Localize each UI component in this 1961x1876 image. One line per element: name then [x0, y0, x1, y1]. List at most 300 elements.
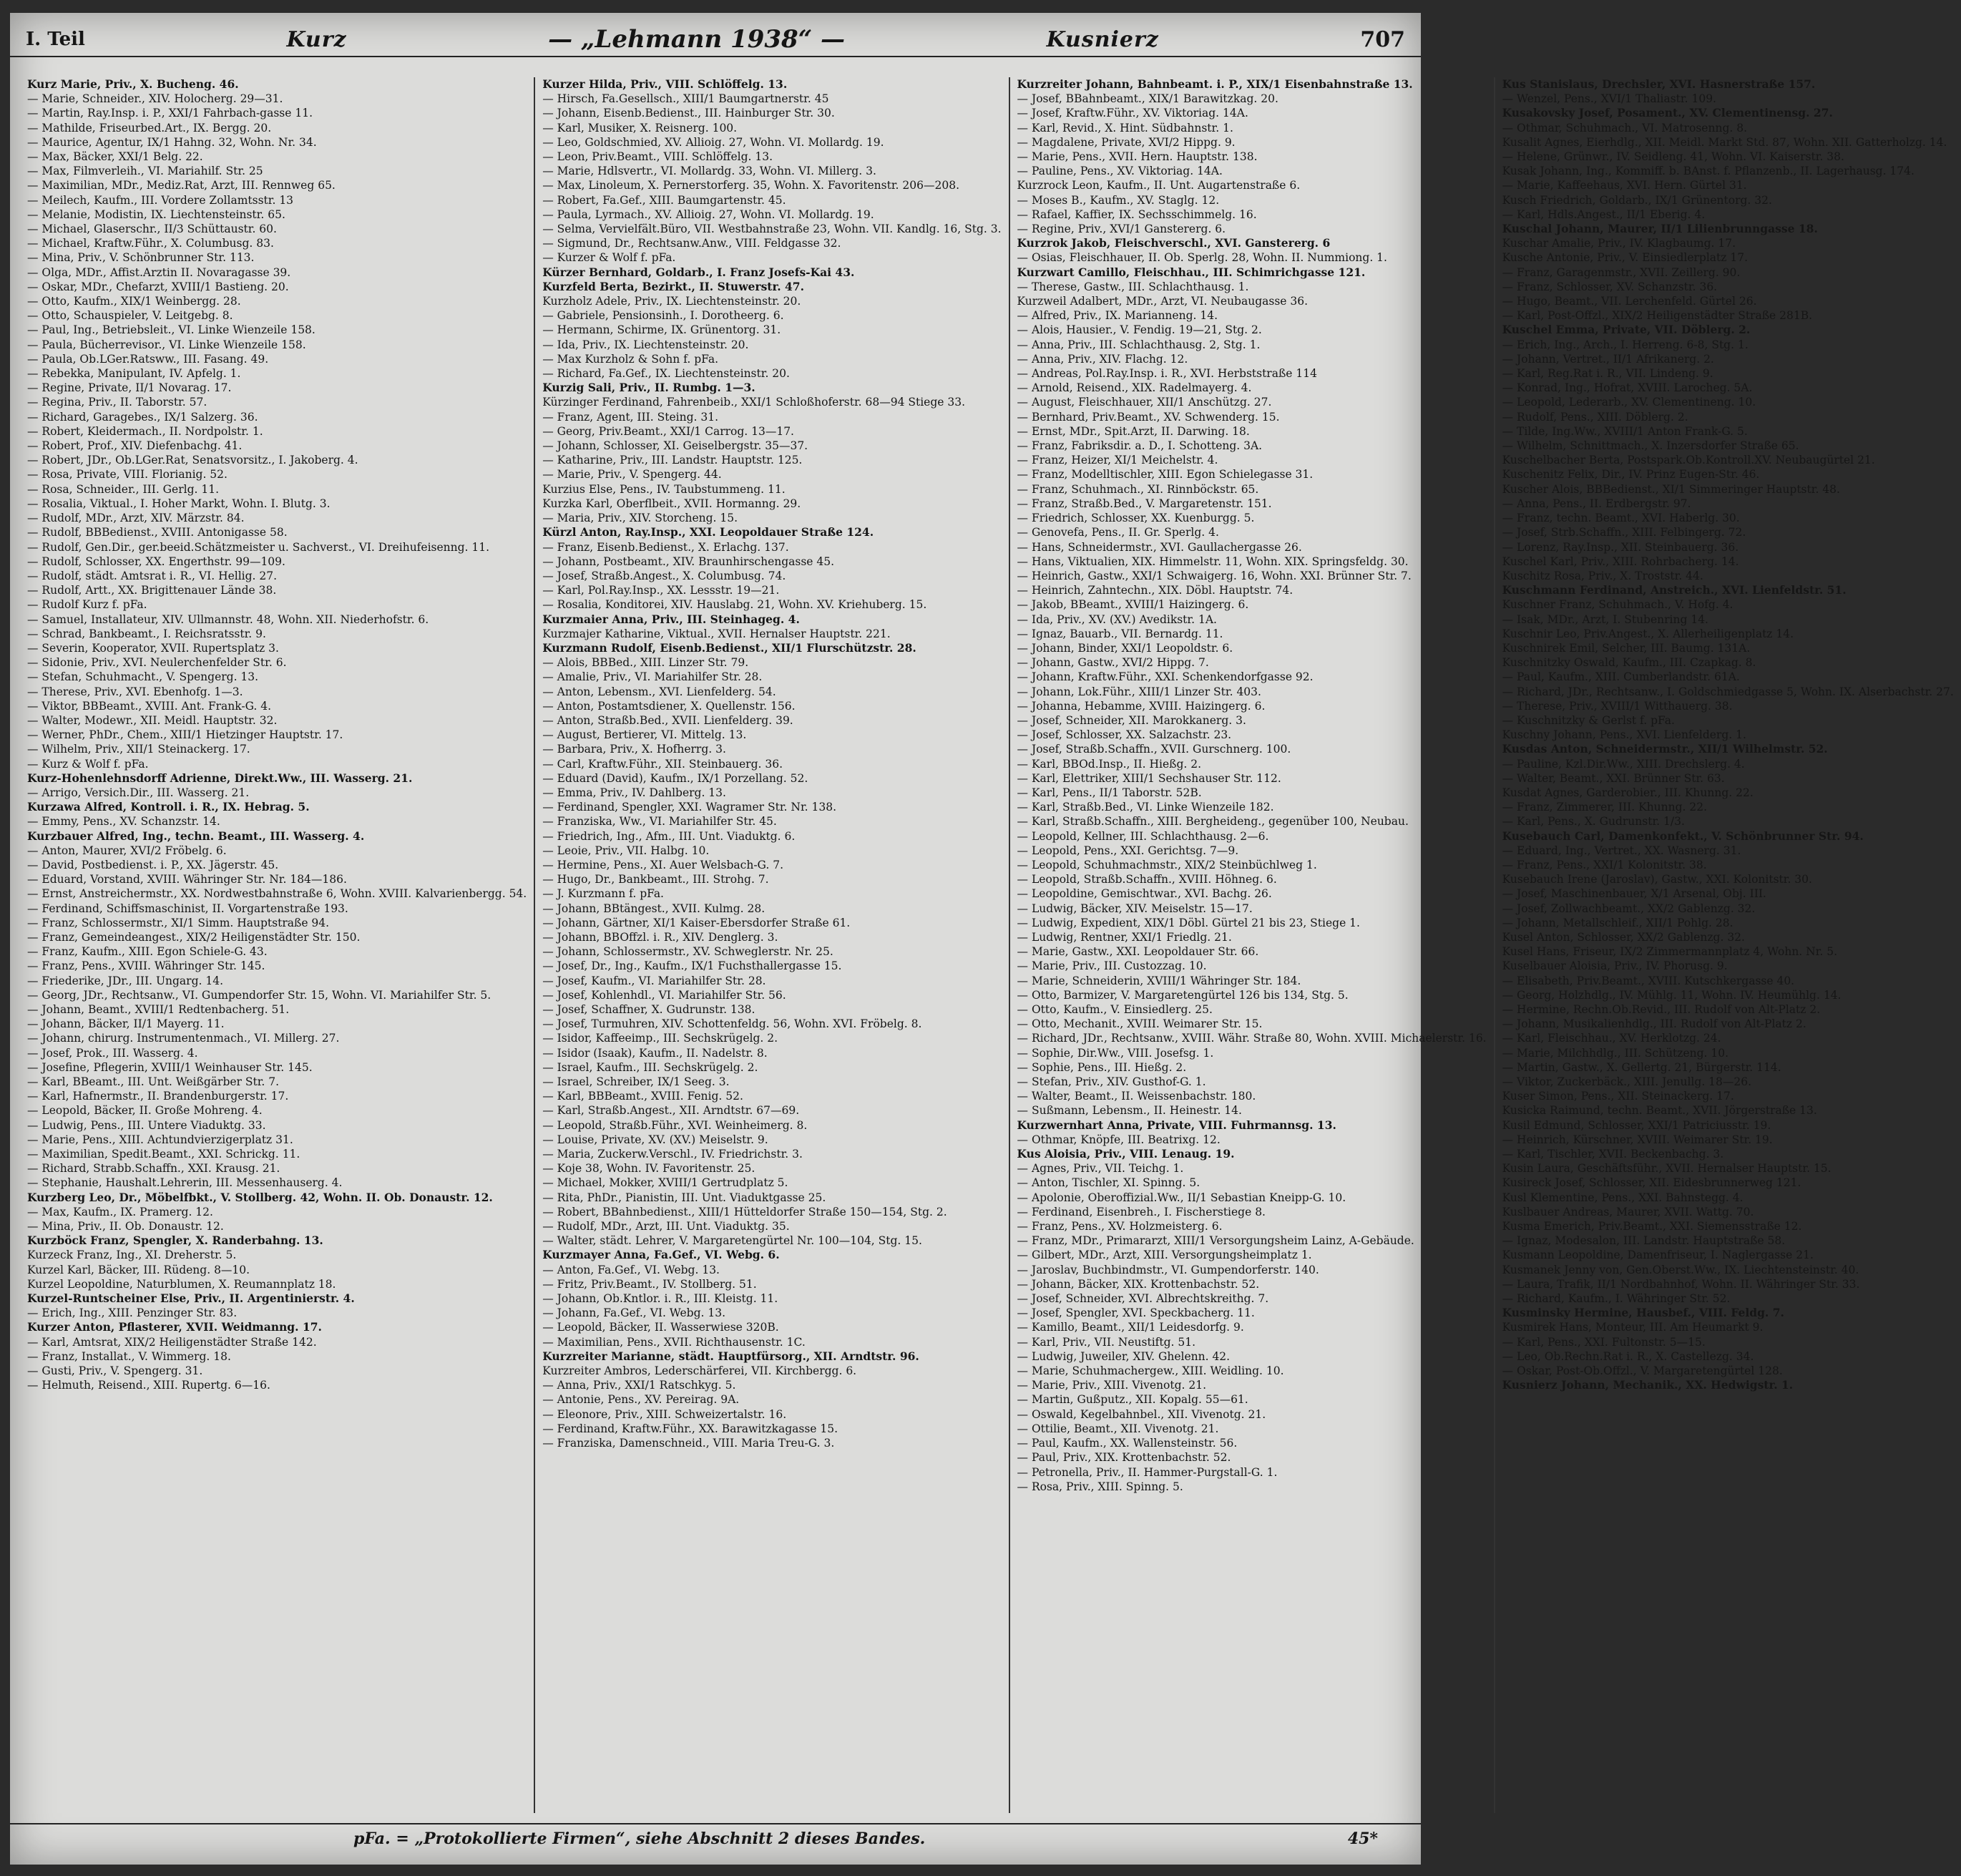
directory-entry: — Heinrich, Gastw., XXI/1 Schwaigerg. 16, Wohn. XXI. Brünner Str. 7.	[1017, 569, 1412, 582]
directory-entry: — Rosa, Schneider., III. Gerlg. 11.	[27, 482, 220, 496]
directory-entry: — Ferdinand, Spengler, XXI. Wagramer Str. Nr. 138.	[542, 801, 837, 814]
directory-entry: — Franz, Schlossermstr., XI/1 Simm. Hauptstraße 94.	[27, 916, 330, 929]
directory-entry: — Walter, Beamt., II. Weissenbachstr. 180.	[1017, 1090, 1256, 1103]
directory-entry: — Franz, Pens., XXI/1 Kolonitstr. 38.	[1502, 858, 1707, 871]
directory-entry: — Carl, Kraftw.Führ., XII. Steinbauerg. 36.	[542, 757, 783, 771]
directory-entry: — Johann, Postbeamt., XIV. Braunhirschengasse 45.	[542, 555, 835, 568]
directory-entry: — Georg, JDr., Rechtsanw., VI. Gumpendorfer Str. 15, Wohn. VI. Mariahilfer Str. 5.	[27, 988, 492, 1002]
directory-entry: — Kurzer & Wolf f. pFa.	[542, 251, 676, 265]
directory-entry: — Hugo, Dr., Bankbeamt., III. Strohg. 7.	[542, 873, 769, 886]
directory-entry: Kuschnitzky Oswald, Kaufm., III. Czapkag. 8.	[1502, 656, 1756, 670]
directory-entry: — Max Kurzholz & Sohn f. pFa.	[542, 352, 719, 366]
directory-entry: — Johanna, Hebamme, XVIII. Haizingerg. 6.	[1017, 699, 1266, 713]
directory-entry: — Karl, Priv., VII. Neustiftg. 51.	[1017, 1335, 1196, 1349]
directory-entry: — Josef, Kohlenhdl., VI. Mariahilfer Str. 56.	[542, 988, 786, 1002]
directory-entry: — Marie, Schneider., XIV. Holocherg. 29—31.	[27, 92, 283, 106]
directory-entry: — Paul, Priv., XIX. Krottenbachstr. 52.	[1017, 1451, 1231, 1465]
directory-entry: — Friedrich, Ing., Afm., III. Unt. Viaduktg. 6.	[542, 829, 796, 843]
directory-entry: — Max, Linoleum, X. Pernerstorferg. 35, Wohn. X. Favoritenstr. 206—208.	[542, 179, 960, 192]
directory-entry: Kusak Johann, Ing., Kommiff. b. BAnst. f. Pflanzenb., II. Lagerhausg. 174.	[1502, 165, 1914, 178]
directory-entry: — Richard, JDr., Rechtsanw., I. Goldschmiedgasse 5, Wohn. IX. Alserbachstr. 27.	[1502, 685, 1954, 698]
directory-entry: — Josef, Kraftw.Führ., XV. Viktoriag. 14A.	[1017, 107, 1248, 120]
directory-entry: — Leo, Goldschmied, XV. Allioig. 27, Wohn. VI. Mollardg. 19.	[542, 135, 884, 149]
directory-column-4	[1495, 77, 1961, 1813]
directory-entry: — Josef, Straßb.Schaffn., XVII. Gurschnerg. 100.	[1017, 743, 1291, 756]
directory-entry: — Therese, Gastw., III. Schlachthausg. 1.	[1017, 280, 1249, 293]
directory-entry: Kurzböck Franz, Spengler, X. Randerbahng. 13.	[27, 1233, 323, 1248]
directory-entry: — Leopoldine, Gemischtwar., XVI. Bachg. 26.	[1017, 887, 1272, 901]
directory-entry: — Johann, BBOffzl. i. R., XIV. Denglerg. 3.	[542, 930, 778, 944]
directory-entry: — August, Fleischhauer, XII/1 Anschützg. 27.	[1017, 396, 1272, 409]
directory-entry: — Leoie, Priv., VII. Halbg. 10.	[542, 844, 710, 857]
directory-entry: — Selma, Vervielfält.Büro, VII. Westbahnstraße 23, Wohn. VII. Kandlg. 16, Stg. 3.	[542, 223, 1002, 236]
directory-entry: — Karl, Musiker, X. Reisnerg. 100.	[542, 121, 738, 135]
directory-entry: — Magdalene, Private, XVI/2 Hippg. 9.	[1017, 135, 1236, 149]
directory-entry: Kuschnir Leo, Priv.Angest., X. Allerheiligenplatz 14.	[1502, 627, 1794, 640]
directory-entry: — Marie, Priv., XIII. Vivenotg. 21.	[1017, 1379, 1207, 1392]
directory-entry: — Hans, Schneidermstr., XVI. Gaullachergasse 26.	[1017, 540, 1302, 554]
directory-entry: — Gilbert, MDr., Arzt, XIII. Versorgungsheimplatz 1.	[1017, 1249, 1312, 1262]
directory-entry: — Marie, Milchhdlg., III. Schützeng. 10.	[1502, 1046, 1729, 1060]
directory-entry: — Michael, Kraftw.Führ., X. Columbusg. 83.	[27, 237, 274, 250]
directory-entry: — Josef, Schneider, XVI. Albrechtskreithg. 7.	[1017, 1292, 1269, 1306]
page-header	[10, 23, 1421, 57]
directory-entry: — Paul, Kaufm., XIII. Cumberlandstr. 61A.	[1502, 670, 1740, 684]
directory-entry: — Viktor, BBBeamt., XVIII. Ant. Frank-G. 4.	[27, 699, 272, 713]
directory-entry: — Othmar, Knöpfe, III. Beatrixg. 12.	[1017, 1133, 1221, 1146]
directory-entry: — Leopold, Schuhmachmstr., XIX/2 Steinbüchlweg 1.	[1017, 858, 1317, 871]
directory-entry: — Barbara, Priv., X. Hofherrg. 3.	[542, 743, 726, 756]
directory-entry: — Johann, Schlosser, XI. Geiselbergstr. 35—37.	[542, 439, 808, 453]
directory-entry: — Martin, Gußputz., XII. Kopalg. 55—61.	[1017, 1393, 1248, 1407]
page-number: 707	[1360, 26, 1405, 52]
directory-entry: — Eleonore, Priv., XIII. Schweizertalstr. 16.	[542, 1407, 787, 1421]
directory-entry: — Robert, JDr., Ob.LGer.Rat, Senatsvorsitz., I. Jakoberg. 4.	[27, 454, 358, 467]
directory-entry: — Oskar, Post-Ob.Offzl., V. Margaretengürtel 128.	[1502, 1364, 1783, 1378]
directory-entry: — Ferdinand, Eisenbreh., I. Fischerstiege 8.	[1017, 1205, 1266, 1218]
directory-entry: — Karl, Amtsrat, XIX/2 Heiligenstädter Straße 142.	[27, 1335, 317, 1349]
directory-entry: — Karl, Elettriker, XIII/1 Sechshauser Str. 112.	[1017, 771, 1281, 785]
directory-entry: — Michael, Mokker, XVIII/1 Gertrudplatz 5.	[542, 1176, 788, 1190]
directory-entry: — Leopold, Bäcker, II. Große Mohreng. 4.	[27, 1104, 263, 1118]
directory-entry: — Anna, Pens., II. Erdbergstr. 97.	[1502, 497, 1691, 510]
directory-entry: — Israel, Schreiber, IX/1 Seeg. 3.	[542, 1075, 730, 1089]
directory-entry: — Alfred, Priv., IX. Marianneng. 14.	[1017, 309, 1218, 323]
directory-entry: — Helmuth, Reisend., XIII. Rupertg. 6—16.	[27, 1379, 270, 1392]
directory-entry: Kurzweil Adalbert, MDr., Arzt, VI. Neubaugasse 36.	[1017, 295, 1309, 308]
directory-entry: — Rita, PhDr., Pianistin, III. Unt. Viaduktgasse 25.	[542, 1191, 826, 1204]
directory-entry: — Paul, Kaufm., XX. Wallensteinstr. 56.	[1017, 1437, 1238, 1450]
directory-entry: — Richard, Fa.Gef., IX. Liechtensteinstr. 20.	[542, 367, 790, 381]
directory-entry: — Karl, Straßb.Schaffn., XIII. Bergheideng., gegenüber 100, Neubau.	[1017, 815, 1409, 829]
directory-entry: Kusireck Josef, Schlosser, XII. Eidesbrunnerweg 121.	[1502, 1176, 1801, 1190]
directory-entry: — Paul, Ing., Betriebsleit., VI. Linke Wienzeile 158.	[27, 323, 316, 337]
directory-entry: Kuschel Karl, Priv., XIII. Rohrbacherg. 14.	[1502, 555, 1739, 568]
directory-entry: — Paula, Lyrmach., XV. Allioig. 27, Wohn. VI. Mollardg. 19.	[542, 207, 874, 221]
directory-entry: Kurzreiter Ambros, Lederschärferei, VII. Kirchbergg. 6.	[542, 1364, 857, 1378]
directory-entry: — Leopold, Kellner, III. Schlachthausg. 2—6.	[1017, 829, 1269, 843]
directory-entry: — Otto, Barmizer, V. Margaretengürtel 126 bis 134, Stg. 5.	[1017, 988, 1349, 1002]
directory-entry: — Johann, Eisenb.Bedienst., III. Hainburger Str. 30.	[542, 107, 835, 120]
directory-entry: — Maximilian, Pens., XVII. Richthausenstr. 1C.	[542, 1335, 806, 1349]
directory-entry: — Wenzel, Pens., XVI/1 Thaliastr. 109.	[1502, 92, 1716, 106]
directory-entry: — Olga, MDr., Affist.Arztin II. Novaragasse 39.	[27, 265, 291, 279]
directory-entry: — Johann, Musikalienhdlg., III. Rudolf von Alt-Platz 2.	[1502, 1017, 1806, 1031]
directory-entry: Kuschal Johann, Maurer, II/1 Lilienbrunngasse 18.	[1502, 222, 1818, 236]
directory-entry: — Karl, Straßb.Angest., XII. Arndtstr. 67—69.	[542, 1104, 800, 1118]
directory-entry: Kurzberg Leo, Dr., Möbelfbkt., V. Stollberg. 42, Wohn. II. Ob. Donaustr. 12.	[27, 1190, 493, 1204]
directory-entry: — Robert, BBahnbedienst., XIII/1 Hütteldorfer Straße 150—154, Stg. 2.	[542, 1205, 947, 1218]
directory-entry: — Otto, Kaufm., XIX/1 Weinbergg. 28.	[27, 295, 241, 308]
directory-entry: — Oswald, Kegelbahnbel., XII. Vivenotg. 21.	[1017, 1407, 1266, 1421]
directory-entry: Kurzel-Runtscheiner Else, Priv., II. Argentinierstr. 4.	[27, 1291, 355, 1306]
directory-entry: — Franz, Installat., V. Wimmerg. 18.	[27, 1349, 231, 1363]
directory-entry: — Anna, Priv., XXI/1 Ratschkyg. 5.	[542, 1379, 736, 1392]
directory-entry: — Katharine, Priv., III. Landstr. Hauptstr. 125.	[542, 454, 803, 467]
directory-entry: — Sidonie, Priv., XVI. Neulerchenfelder Str. 6.	[27, 656, 287, 670]
directory-entry: — Severin, Kooperator, XVII. Rupertsplatz 3.	[27, 641, 279, 655]
directory-entry: — Ignaz, Bauarb., VII. Bernardg. 11.	[1017, 627, 1223, 640]
directory-entry: — Martin, Gastw., X. Gellertg. 21, Bürgerstr. 114.	[1502, 1060, 1781, 1074]
directory-entry: — Franziska, Ww., VI. Mariahilfer Str. 45.	[542, 815, 777, 829]
directory-entry: — Leo, Ob.Rechn.Rat i. R., X. Castellezg. 34.	[1502, 1349, 1754, 1363]
directory-entry: — Regina, Priv., II. Taborstr. 57.	[27, 396, 207, 409]
directory-entry: — Johann, Schlossermstr., XV. Schweglerstr. Nr. 25.	[542, 945, 833, 959]
directory-entry: Kusin Laura, Geschäftsführ., XVII. Hernalser Hauptstr. 15.	[1502, 1162, 1832, 1176]
directory-entry: — Rudolf, Schlosser, XX. Engerthstr. 99—109.	[27, 555, 285, 568]
directory-entry: — Franz, Schlosser, XV. Schanzstr. 36.	[1502, 280, 1718, 293]
directory-entry: — Anna, Priv., III. Schlachthausg. 2, Stg. 1.	[1017, 338, 1261, 351]
directory-entry: — Josef, Straßb.Angest., X. Columbusg. 74.	[542, 569, 786, 582]
directory-entry: — Georg, Priv.Beamt., XXI/1 Carrog. 13—17.	[542, 424, 794, 438]
directory-entry: Kurzreiter Johann, Bahnbeamt. i. P., XIX/1 Eisenbahnstraße 13.	[1017, 77, 1413, 91]
directory-entry: — Otto, Kaufm., V. Einsiedlerg. 25.	[1017, 1003, 1213, 1016]
directory-entry: — Helene, Grünwr., IV. Seidleng. 41, Wohn. VI. Kaiserstr. 38.	[1502, 150, 1844, 164]
directory-entry: Kurzel Leopoldine, Naturblumen, X. Reumannplatz 18.	[27, 1277, 336, 1291]
directory-entry: — Rudolf, Gen.Dir., ger.beeid.Schätzmeister u. Sachverst., VI. Dreihufeisenng. 11.	[27, 540, 490, 554]
directory-entry: — Anton, Tischler, XI. Spinng. 5.	[1017, 1176, 1200, 1190]
directory-entry: — Hugo, Beamt., VII. Lerchenfeld. Gürtel 26.	[1502, 295, 1757, 308]
directory-entry: — Josef, Schneider, XII. Marokkanerg. 3.	[1017, 713, 1246, 727]
directory-entry: — Friederike, JDr., III. Ungarg. 14.	[27, 974, 223, 987]
directory-entry: — Franz, techn. Beamt., XVI. Haberlg. 30.	[1502, 512, 1740, 525]
directory-entry: — Franz, Eisenb.Bedienst., X. Erlachg. 137.	[542, 540, 789, 554]
keyword-left: Kurz	[286, 26, 347, 52]
directory-entry: — Josef, Strb.Schaffn., XIII. Felbingerg. 72.	[1502, 526, 1746, 539]
directory-entry: — Kamillo, Beamt., XII/1 Leidesdorfg. 9.	[1017, 1321, 1244, 1334]
directory-entry: — Ludwig, Juweiler, XIV. Ghelenn. 42.	[1017, 1349, 1231, 1363]
directory-entry: — Franz, Fabriksdir. a. D., I. Schotteng. 3A.	[1017, 439, 1263, 453]
directory-entry: — Isidor (Isaak), Kaufm., II. Nadelstr. 8.	[542, 1046, 768, 1060]
directory-entry: — Fritz, Priv.Beamt., IV. Stollberg. 51.	[542, 1277, 757, 1291]
directory-entry: — Franz, Pens., XV. Holzmeisterg. 6.	[1017, 1220, 1223, 1233]
directory-entry: — Erich, Ing., XIII. Penzinger Str. 83.	[27, 1306, 238, 1320]
directory-entry: — Hans, Viktualien, XIX. Himmelstr. 11, Wohn. XIX. Springsfeldg. 30.	[1017, 555, 1409, 568]
directory-entry: — Laura, Trafik, II/1 Nordbahnhof, Wohn. II. Währinger Str. 33.	[1502, 1277, 1860, 1291]
directory-entry: — Sophie, Pens., III. Hießg. 2.	[1017, 1060, 1187, 1074]
directory-entry: Kusnierz Johann, Mechanik., XX. Hedwigstr. 1.	[1502, 1378, 1794, 1392]
directory-entry: — Stefan, Priv., XIV. Gusthof-G. 1.	[1017, 1075, 1206, 1089]
directory-entry: — Jaroslav, Buchbindmstr., VI. Gumpendorferstr. 140.	[1017, 1263, 1319, 1276]
directory-entry: Kuschel Emma, Private, VII. Döblerg. 2.	[1502, 323, 1751, 337]
directory-entry: — Josef, Zollwachbeamt., XX/2 Gablenzg. 32.	[1502, 902, 1756, 915]
directory-entry: — Richard, Garagebes., IX/1 Salzerg. 36.	[27, 410, 258, 424]
directory-entry: — Maximilian, MDr., Mediz.Rat, Arzt, III. Rennweg 65.	[27, 179, 336, 192]
directory-entry: — Michael, Glaserschr., II/3 Schüttaustr. 60.	[27, 223, 277, 236]
directory-entry: Kusdas Anton, Schneidermstr., XII/1 Wilhelmstr. 52.	[1502, 742, 1828, 756]
directory-entry: — Franz, Kaufm., XIII. Egon Schiele-G. 43.	[27, 945, 268, 959]
directory-entry: — Johann, Bäcker, XIX. Krottenbachstr. 52.	[1017, 1277, 1260, 1291]
section-label: I. Teil	[26, 29, 85, 50]
directory-entry: — Israel, Kaufm., III. Sechskrügelg. 2.	[542, 1060, 758, 1074]
directory-entry: — Marie, Kaffeehaus, XVI. Hern. Gürtel 31.	[1502, 179, 1747, 192]
directory-entry: — Leopold, Straßb.Führ., XVI. Weinheimerg. 8.	[542, 1118, 808, 1132]
directory-entry: — Arrigo, Versich.Dir., III. Wasserg. 21.	[27, 786, 250, 799]
directory-entry: Kurzmaier Anna, Priv., III. Steinhageg. 4.	[542, 612, 800, 626]
directory-entry: Kusch Friedrich, Goldarb., IX/1 Grünentorg. 32.	[1502, 193, 1772, 207]
directory-entry: — Karl, Pens., X. Gudrunstr. 1/3.	[1502, 815, 1685, 829]
directory-entry: — Ernst, Anstreichermstr., XX. Nordwestbahnstraße 6, Wohn. XVIII. Kalvarienbergg. 54.	[27, 887, 527, 901]
directory-entry: Kurzrock Leon, Kaufm., II. Unt. Augartenstraße 6.	[1017, 179, 1301, 192]
page-footer	[10, 1823, 1421, 1853]
directory-entry: — Rudolf, städt. Amtsrat i. R., VI. Hellig. 27.	[27, 569, 278, 582]
directory-entry: — Franz, Gemeindeangest., XIX/2 Heiligenstädter Str. 150.	[27, 930, 361, 944]
directory-entry: — Johann, Kraftw.Führ., XXI. Schenkendorfgasse 92.	[1017, 670, 1314, 684]
book-title: — „Lehmann 1938“ —	[548, 25, 846, 54]
directory-entry: Kus Aloisia, Priv., VIII. Lenaug. 19.	[1017, 1147, 1235, 1161]
directory-entry: — Arnold, Reisend., XIX. Radelmayerg. 4.	[1017, 381, 1252, 395]
directory-entry: — Richard, Kaufm., I. Währinger Str. 52.	[1502, 1292, 1731, 1306]
directory-entry: Kurzmayer Anna, Fa.Gef., VI. Webg. 6.	[542, 1248, 780, 1262]
directory-entry: — Otto, Schauspieler, V. Leitgebg. 8.	[27, 309, 233, 323]
directory-entry: — Othmar, Schuhmach., VI. Matrosenng. 8.	[1502, 121, 1748, 135]
directory-entry: — Pauline, Pens., XV. Viktoriag. 14A.	[1017, 165, 1223, 178]
directory-entry: — Rosalia, Konditorei, XIV. Hauslabg. 21, Wohn. XV. Kriehuberg. 15.	[542, 598, 927, 612]
directory-entry: — Anna, Priv., XIV. Flachg. 12.	[1017, 352, 1188, 366]
directory-entry: — Ida, Priv., IX. Liechtensteinstr. 20.	[542, 338, 749, 351]
directory-entry: Kuschelbacher Berta, Postspark.Ob.Kontroll.XV. Neubaugürtel 21.	[1502, 454, 1875, 467]
directory-entry: Kurzfeld Berta, Bezirkt., II. Stuwerstr. 47.	[542, 279, 804, 293]
directory-entry: — Richard, JDr., Rechtsanw., XVIII. Währ. Straße 80, Wohn. XVIII. Michaelerstr. 16.	[1017, 1032, 1487, 1045]
directory-entry: — Josef, Kaufm., VI. Mariahilfer Str. 28.	[542, 974, 766, 987]
directory-entry: — Alois, Hausier., V. Fendig. 19—21, Stg. 2.	[1017, 323, 1262, 337]
directory-entry: — Josefine, Pflegerin, XVIII/1 Weinhauser Str. 145.	[27, 1060, 313, 1074]
directory-entry: — Pauline, Kzl.Dir.Ww., XIII. Drechslerg. 4.	[1502, 757, 1745, 771]
directory-entry: Kuselbauer Aloisia, Priv., IV. Phorusg. 9.	[1502, 959, 1728, 973]
directory-entry: — Josef, Prok., III. Wasserg. 4.	[27, 1046, 198, 1060]
directory-entry: — Apolonie, Oberoffizial.Ww., II/1 Sebastian Kneipp-G. 10.	[1017, 1191, 1346, 1204]
directory-entry: Kusma Emerich, Priv.Beamt., XXI. Siemensstraße 12.	[1502, 1220, 1802, 1233]
directory-entry: — Rudolf, Pens., XIII. Döblerg. 2.	[1502, 410, 1688, 424]
directory-entry: Kurzer Anton, Pflasterer, XVII. Weidmanng. 17.	[27, 1320, 322, 1334]
directory-entry: Kusel Hans, Friseur, IX/2 Zimmermannplatz 4, Wohn. Nr. 5.	[1502, 945, 1838, 959]
directory-entry: — Walter, Beamt., XXI. Brünner Str. 63.	[1502, 771, 1725, 785]
directory-entry: — Johann, Gärtner, XI/1 Kaiser-Ebersdorfer Straße 61.	[542, 916, 851, 929]
directory-entry: Kusche Antonie, Priv., V. Einsiedlerplatz 17.	[1502, 251, 1748, 265]
directory-entry: Kuscher Alois, BBBedienst., XI/1 Simmeringer Hauptstr. 48.	[1502, 482, 1840, 496]
directory-entry: Kusicka Raimund, techn. Beamt., XVII. Jörgerstraße 13.	[1502, 1104, 1817, 1118]
directory-entry: Kurz-Hohenlehnsdorff Adrienne, Direkt.Ww., III. Wasserg. 21.	[27, 771, 413, 785]
directory-entry: Kurzreiter Marianne, städt. Hauptfürsorg., XII. Arndtstr. 96.	[542, 1349, 919, 1363]
directory-entry: — Andreas, Pol.Ray.Insp. i. R., XVI. Herbststraße 114	[1017, 367, 1317, 381]
directory-entry: — Agnes, Priv., VII. Teichg. 1.	[1017, 1162, 1184, 1176]
directory-entry: — Emmy, Pens., XV. Schanzstr. 14.	[27, 815, 220, 829]
directory-entry: — Ida, Priv., XV. (XV.) Avedikstr. 1A.	[1017, 612, 1217, 626]
directory-entry: — Ludwig, Pens., III. Untere Viaduktg. 33.	[27, 1118, 266, 1132]
directory-entry: Kusakovsky Josef, Posament., XV. Clementinensg. 27.	[1502, 106, 1833, 120]
directory-entry: — Ferdinand, Schiffsmaschinist, II. Vorgartenstraße 193.	[27, 902, 348, 915]
directory-entry: — Anton, Fa.Gef., VI. Webg. 13.	[542, 1263, 720, 1276]
directory-entry: — Johann, Gastw., XVI/2 Hippg. 7.	[1017, 656, 1209, 670]
directory-entry: — Ludwig, Rentner, XXI/1 Friedlg. 21.	[1017, 930, 1232, 944]
directory-entry: — Hirsch, Fa.Gesellsch., XIII/1 Baumgartnerstr. 45	[542, 92, 829, 106]
directory-entry: — Josef, BBahnbeamt., XIX/1 Barawitzkag. 20.	[1017, 92, 1278, 106]
directory-entry: Kusmann Leopoldine, Damenfriseur, I. Naglergasse 21.	[1502, 1249, 1814, 1262]
directory-entry: — Maria, Priv., XIV. Storcheng. 15.	[542, 512, 738, 525]
directory-entry: — Meilech, Kaufm., III. Vordere Zollamtsstr. 13	[27, 193, 294, 207]
directory-entry: — Martin, Ray.Insp. i. P., XXI/1 Fahrbach-gasse 11.	[27, 107, 313, 120]
directory-entry: Kusmirek Hans, Monteur, III. Am Heumarkt 9.	[1502, 1321, 1764, 1334]
directory-entry: — Kurz & Wolf f. pFa.	[27, 757, 149, 771]
directory-entry: — Therese, Priv., XVIII/1 Witthauerg. 38.	[1502, 699, 1733, 713]
directory-entry: Kurzwernhart Anna, Private, VIII. Fuhrmannsg. 13.	[1017, 1118, 1336, 1132]
directory-entry: Kürzl Anton, Ray.Insp., XXI. Leopoldauer Straße 124.	[542, 525, 874, 539]
directory-entry: — Karl, BBBeamt., XVIII. Fenig. 52.	[542, 1090, 743, 1103]
directory-entry: Kurzrok Jakob, Fleischverschl., XVI. Ganstererg. 6	[1017, 236, 1331, 250]
directory-entry: — Karl, Hafnermstr., II. Brandenburgerstr. 17.	[27, 1090, 289, 1103]
directory-entry: — Wilhelm, Schnittmach., X. Inzersdorfer Straße 65.	[1502, 439, 1799, 453]
directory-entry: — Regine, Private, II/1 Novarag. 17.	[27, 381, 232, 395]
directory-entry: — Leopold, Bäcker, II. Wasserwiese 320B.	[542, 1321, 779, 1334]
directory-entry: — Antonie, Pens., XV. Pereirag. 9A.	[542, 1393, 740, 1407]
directory-entry: — J. Kurzmann f. pFa.	[542, 887, 664, 901]
directory-entry: Kurzbauer Alfred, Ing., techn. Beamt., III. Wasserg. 4.	[27, 829, 365, 843]
directory-entry: Kurzius Else, Pens., IV. Taubstummeng. 11.	[542, 482, 786, 496]
directory-entry: — Max, Filmverleih., VI. Mariahilf. Str. 25	[27, 165, 263, 178]
directory-entry: — Ernst, MDr., Spit.Arzt, II. Darwing. 18.	[1017, 424, 1250, 438]
directory-entry: — Heinrich, Zahntechn., XIX. Döbl. Hauptstr. 74.	[1017, 584, 1294, 597]
directory-entry: — Max, Kaufm., IX. Pramerg. 12.	[27, 1205, 213, 1218]
directory-entry: — Sußmann, Lebensm., II. Heinestr. 14.	[1017, 1104, 1242, 1118]
directory-entry: — Rudolf, BBBedienst., XVIII. Antonigasse 58.	[27, 526, 288, 539]
directory-entry: — Rosalia, Viktual., I. Hoher Markt, Wohn. I. Blutg. 3.	[27, 497, 331, 510]
directory-entry: — Maurice, Agentur, IX/1 Hahng. 32, Wohn. Nr. 34.	[27, 135, 317, 149]
directory-entry: — Johann, chirurg. Instrumentenmach., VI. Millerg. 27.	[27, 1032, 340, 1045]
directory-entry: — Maria, Zuckerw.Verschl., IV. Friedrichstr. 3.	[542, 1148, 803, 1161]
directory-entry: — Max, Bäcker, XXI/1 Belg. 22.	[27, 150, 203, 164]
directory-entry: — Karl, Pens., XXI. Fultonstr. 5—15.	[1502, 1335, 1706, 1349]
directory-entry: Kusalit Agnes, Eierhdlg., XII. Meidl. Markt Std. 87, Wohn. XII. Gatterholzg. 14.	[1502, 135, 1947, 149]
directory-entry: — Karl, Reg.Rat i. R., VII. Lindeng. 9.	[1502, 367, 1713, 381]
directory-entry: — Ottilie, Beamt., XII. Vivenotg. 21.	[1017, 1422, 1219, 1435]
directory-entry: Kurzeck Franz, Ing., XI. Dreherstr. 5.	[27, 1249, 237, 1262]
directory-entry: — Werner, PhDr., Chem., XIII/1 Hietzinger Hauptstr. 17.	[27, 728, 343, 742]
directory-entry: Kuschar Amalie, Priv., IV. Klagbaumg. 17.	[1502, 237, 1736, 250]
directory-column-3	[1010, 77, 1495, 1813]
directory-entry: — Josef, Spengler, XVI. Speckbacherg. 11.	[1017, 1306, 1255, 1320]
directory-entry: — Josef, Schaffner, X. Gudrunstr. 138.	[542, 1003, 755, 1016]
directory-entry: — Koje 38, Wohn. IV. Favoritenstr. 25.	[542, 1162, 755, 1176]
directory-entry: — Ludwig, Bäcker, XIV. Meiselstr. 15—17.	[1017, 902, 1253, 915]
directory-entry: — Schrad, Bankbeamt., I. Reichsratsstr. 9.	[27, 627, 266, 640]
directory-entry: — Walter, Modewr., XII. Meidl. Hauptstr. 32.	[27, 713, 278, 727]
directory-entry: — Melanie, Modistin, IX. Liechtensteinstr. 65.	[27, 207, 285, 221]
directory-entry: — Georg, Holzhdlg., IV. Mühlg. 11, Wohn. IV. Heumühlg. 14.	[1502, 988, 1842, 1002]
directory-entry: — Johann, Ob.Kntlor. i. R., III. Kleistg. 11.	[542, 1292, 778, 1306]
directory-entry: — Josef, Dr., Ing., Kaufm., IX/1 Fuchsthallergasse 15.	[542, 959, 842, 973]
directory-entry: Kus Stanislaus, Drechsler, XVI. Hasnerstraße 157.	[1502, 77, 1816, 91]
directory-entry: — Johann, Fa.Gef., VI. Webg. 13.	[542, 1306, 725, 1320]
directory-entry: — Isidor, Kaffeeimp., III. Sechskrügelg. 2.	[542, 1032, 778, 1045]
directory-entry: Kurzmajer Katharine, Viktual., XVII. Hernalser Hauptstr. 221.	[542, 627, 891, 640]
directory-entry: — Karl, Fleischhau., XV. Herklotzg. 24.	[1502, 1032, 1721, 1045]
directory-entry: — Franz, Modelltischler, XIII. Egon Schielegasse 31.	[1017, 468, 1314, 482]
directory-entry: Kusebauch Carl, Damenkonfekt., V. Schönbrunner Str. 94.	[1502, 829, 1864, 843]
directory-page	[10, 13, 1954, 1865]
directory-entry: — Stephanie, Haushalt.Lehrerin, III. Messenhauserg. 4.	[27, 1176, 343, 1190]
directory-entry: — Anton, Lebensm., XVI. Lienfelderg. 54.	[542, 685, 776, 698]
directory-entry: — Johann, Metallschleif., XII/1 Pohlg. 28.	[1502, 916, 1733, 929]
directory-entry: — Tilde, Ing.Ww., XVIII/1 Anton Frank-G. 5.	[1502, 424, 1748, 438]
directory-entry: — Viktor, Zuckerbäck., XIII. Jenullg. 18—26.	[1502, 1075, 1752, 1089]
directory-entry: — Franz, Garagenmstr., XVII. Zeillerg. 90.	[1502, 265, 1741, 279]
directory-entry: — Karl, Revid., X. Hint. Südbahnstr. 1.	[1017, 121, 1233, 135]
directory-entry: — Richard, Strabb.Schaffn., XXI. Krausg. 21.	[27, 1162, 280, 1176]
directory-entry: — Franz, Heizer, XI/1 Meichelstr. 4.	[1017, 454, 1218, 467]
directory-columns	[20, 77, 1954, 1813]
directory-entry: — Karl, BBeamt., III. Unt. Weißgärber Str. 7.	[27, 1075, 280, 1089]
directory-entry: — Lorenz, Ray.Insp., XII. Steinbauerg. 36.	[1502, 540, 1739, 554]
directory-entry: — Therese, Priv., XVI. Ebenhofg. 1—3.	[27, 685, 243, 698]
directory-entry: — Marie, Schuhmachergew., XIII. Weidling. 10.	[1017, 1364, 1284, 1378]
directory-entry: — Isak, MDr., Arzt, I. Stubenring 14.	[1502, 612, 1708, 626]
directory-entry: Kuschny Johann, Pens., XVI. Lienfelderg. 1.	[1502, 728, 1746, 742]
directory-entry: — David, Postbedienst. i. P., XX. Jägerstr. 45.	[27, 858, 279, 871]
directory-entry: — Regine, Priv., XVI/1 Ganstererg. 6.	[1017, 223, 1226, 236]
directory-entry: — Amalie, Priv., VI. Mariahilfer Str. 28.	[542, 670, 763, 684]
directory-entry: — Heinrich, Kürschner, XVIII. Weimarer Str. 19.	[1502, 1133, 1773, 1146]
directory-entry: — Petronella, Priv., II. Hammer-Purgstall-G. 1.	[1017, 1465, 1278, 1479]
directory-entry: Kusminsky Hermine, Hausbef., VIII. Feldg. 7.	[1502, 1306, 1784, 1320]
directory-entry: — Konrad, Ing., Hofrat, XVIII. Larocheg. 5A.	[1502, 381, 1753, 395]
directory-entry: — Johann, Lok.Führ., XIII/1 Linzer Str. 403.	[1017, 685, 1261, 698]
directory-entry: Kusl Klementine, Pens., XXI. Bahnstegg. 4.	[1502, 1191, 1744, 1204]
directory-entry: Kürzer Bernhard, Goldarb., I. Franz Josefs-Kai 43.	[542, 265, 855, 279]
directory-entry: — Jakob, BBeamt., XVIII/1 Haizingerg. 6.	[1017, 598, 1249, 612]
directory-entry: Kusmanek Jenny von, Gen.Oberst.Ww., IX. Liechtensteinstr. 40.	[1502, 1263, 1859, 1276]
directory-column-1	[20, 77, 535, 1813]
directory-entry: — Mina, Priv., II. Ob. Donaustr. 12.	[27, 1220, 224, 1233]
directory-entry: — Erich, Ing., Arch., I. Herreng. 6-8, Stg. 1.	[1502, 338, 1749, 351]
sheet-number: 45*	[1347, 1829, 1378, 1848]
directory-entry: Kurzka Karl, Oberflbeit., XVII. Hormanng. 29.	[542, 497, 801, 510]
directory-entry: — Hermine, Rechn.Ob.Revid., III. Rudolf von Alt-Platz 2.	[1502, 1003, 1821, 1016]
directory-entry: — Mathilde, Friseurbed.Art., IX. Bergg. 20.	[27, 121, 272, 135]
directory-entry: Kuschitz Rosa, Priv., X. Troststr. 44.	[1502, 569, 1703, 582]
directory-entry: — Marie, Pens., XVII. Hern. Hauptstr. 138.	[1017, 150, 1258, 164]
directory-entry: — Josef, Turmuhren, XIV. Schottenfeldg. 56, Wohn. XVI. Fröbelg. 8.	[542, 1017, 922, 1031]
directory-entry: — Bernhard, Priv.Beamt., XV. Schwenderg. 15.	[1017, 410, 1280, 424]
directory-entry: Kurzwart Camillo, Fleischhau., III. Schimrichgasse 121.	[1017, 265, 1366, 279]
directory-entry: — Johann, BBtängest., XVII. Kulmg. 28.	[542, 902, 766, 915]
directory-entry: — Gabriele, Pensionsinh., I. Dorotheerg. 6.	[542, 309, 784, 323]
directory-entry: Kurz Marie, Priv., X. Bucheng. 46.	[27, 77, 239, 91]
directory-column-2	[535, 77, 1009, 1813]
directory-entry: — Leon, Priv.Beamt., VIII. Schlöffelg. 13.	[542, 150, 773, 164]
directory-entry: — Sophie, Dir.Ww., VIII. Josefsg. 1.	[1017, 1046, 1214, 1060]
directory-entry: Kuschnirek Emil, Selcher, III. Baumg. 131A.	[1502, 641, 1751, 655]
directory-entry: — Rebekka, Manipulant, IV. Apfelg. 1.	[27, 367, 241, 381]
